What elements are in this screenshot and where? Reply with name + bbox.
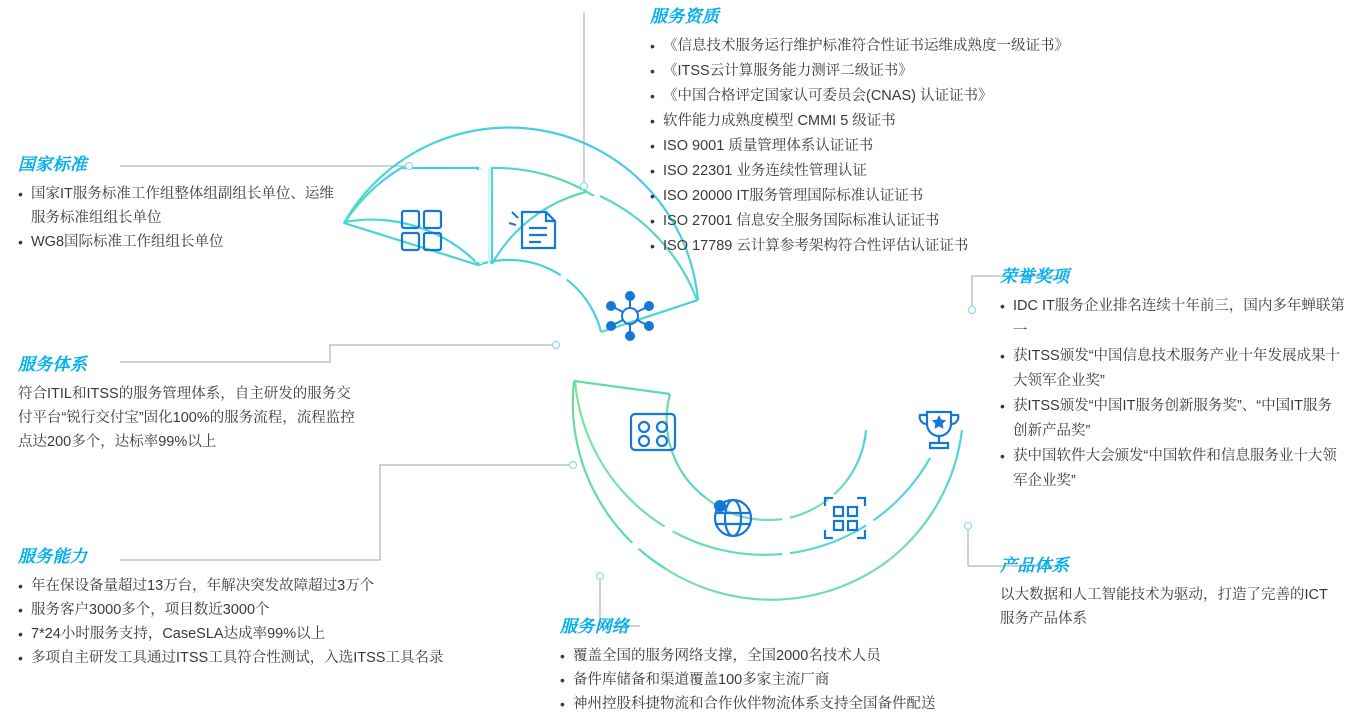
list-item: • 获中国软件大会颁发“中国软件和信息服务业十大领军企业奖” [1000, 444, 1345, 494]
list-item: • ISO 20000 IT服务管理国际标准认证证书 [650, 184, 1340, 209]
list-item: • 备件库储备和渠道覆盖100多家主流厂商 [560, 668, 1100, 692]
block-title-service-capability: 服务能力 [18, 547, 88, 566]
list-national-standard [18, 182, 348, 254]
block-text-product-system: 以大数据和人工智能技术为驱动，打造了完善的ICT服务产品体系 [1000, 587, 1328, 627]
list-qualification [650, 34, 1340, 259]
globe-network-icon [714, 500, 751, 536]
upper-c-ring [344, 128, 698, 332]
list-item: • IDC IT服务企业排名连续十年前三，国内多年蝉联第一 [1000, 294, 1345, 344]
list-item: • WG8国际标准工作组组长单位 [18, 230, 348, 254]
list-item: • 获ITSS颁发“中国信息技术服务产业十年发展成果十大领军企业奖” [1000, 344, 1345, 394]
trophy-award-icon [920, 412, 959, 448]
block-service-system [18, 350, 358, 454]
list-item: • 《中国合格评定国家认可委员会(CNAS) 认证证书》 [650, 84, 1340, 109]
qr-scan-icon [825, 498, 865, 538]
block-honor [1000, 262, 1345, 494]
block-title-honor: 荣誉奖项 [1000, 267, 1070, 286]
list-item: • ISO 17789 云计算参考架构符合性评估认证证书 [650, 234, 1340, 259]
grid-modules-icon [631, 414, 675, 450]
block-text-service-system: 符合ITIL和ITSS的服务管理体系，自主研发的服务交付平台“锐行交付宝”固化100%的服务流程，流程监控点达200多个，达标率99%以上 [18, 386, 355, 450]
list-item: • 获ITSS颁发“中国IT服务创新服务奖”、“中国IT服务创新产品奖” [1000, 394, 1345, 444]
lower-c-ring [551, 380, 962, 600]
block-title-service-network: 服务网络 [560, 617, 630, 636]
block-service-capability [18, 542, 538, 670]
arc-segment-top-left [345, 5, 697, 330]
dashboard-icon [402, 211, 441, 250]
block-title-service-system: 服务体系 [18, 355, 88, 374]
list-item: • 7*24小时服务支持，CaseSLA达成率99%以上 [18, 622, 538, 646]
list-item: • 服务客户3000多个，项目数近3000个 [18, 598, 538, 622]
list-item: • 国家IT服务标准工作组整体组副组长单位、运维服务标准组组长单位 [18, 182, 348, 230]
list-item: • 《信息技术服务运行维护标准符合性证书运维成熟度一级证书》 [650, 34, 1340, 59]
list-item: • 年在保设备量超过13万台，年解决突发故障超过3万个 [18, 574, 538, 598]
block-title-qualification: 服务资质 [650, 7, 720, 26]
list-item: • ISO 27001 信息安全服务国际标准认证证书 [650, 209, 1340, 234]
list-item: • ISO 22301 业务连续性管理认证 [650, 159, 1340, 184]
block-qualification [650, 2, 1340, 259]
list-item: • 覆盖全国的服务网络支撑，全国2000名技术人员 [560, 644, 1100, 668]
block-national-standard [18, 150, 348, 254]
list-item: • 神州控股科捷物流和合作伙伴物流体系支持全国备件配送 [560, 692, 1100, 716]
list-item: • 《ITSS云计算服务能力测评二级证书》 [650, 59, 1340, 84]
list-item: • ISO 9001 质量管理体系认证证书 [650, 134, 1340, 159]
list-service-network [560, 644, 1100, 716]
list-item: • 多项自主研发工具通过ITSS工具符合性测试，入选ITSS工具名录 [18, 646, 538, 670]
block-service-network [560, 612, 1100, 716]
atom-network-icon [607, 292, 653, 340]
block-title-product-system: 产品体系 [1000, 556, 1070, 575]
list-item: • 软件能力成熟度模型 CMMI 5 级证书 [650, 109, 1340, 134]
document-standard-icon [509, 212, 555, 248]
list-service-capability [18, 574, 538, 670]
block-title-national-standard: 国家标准 [18, 155, 88, 174]
list-honor [1000, 294, 1345, 494]
